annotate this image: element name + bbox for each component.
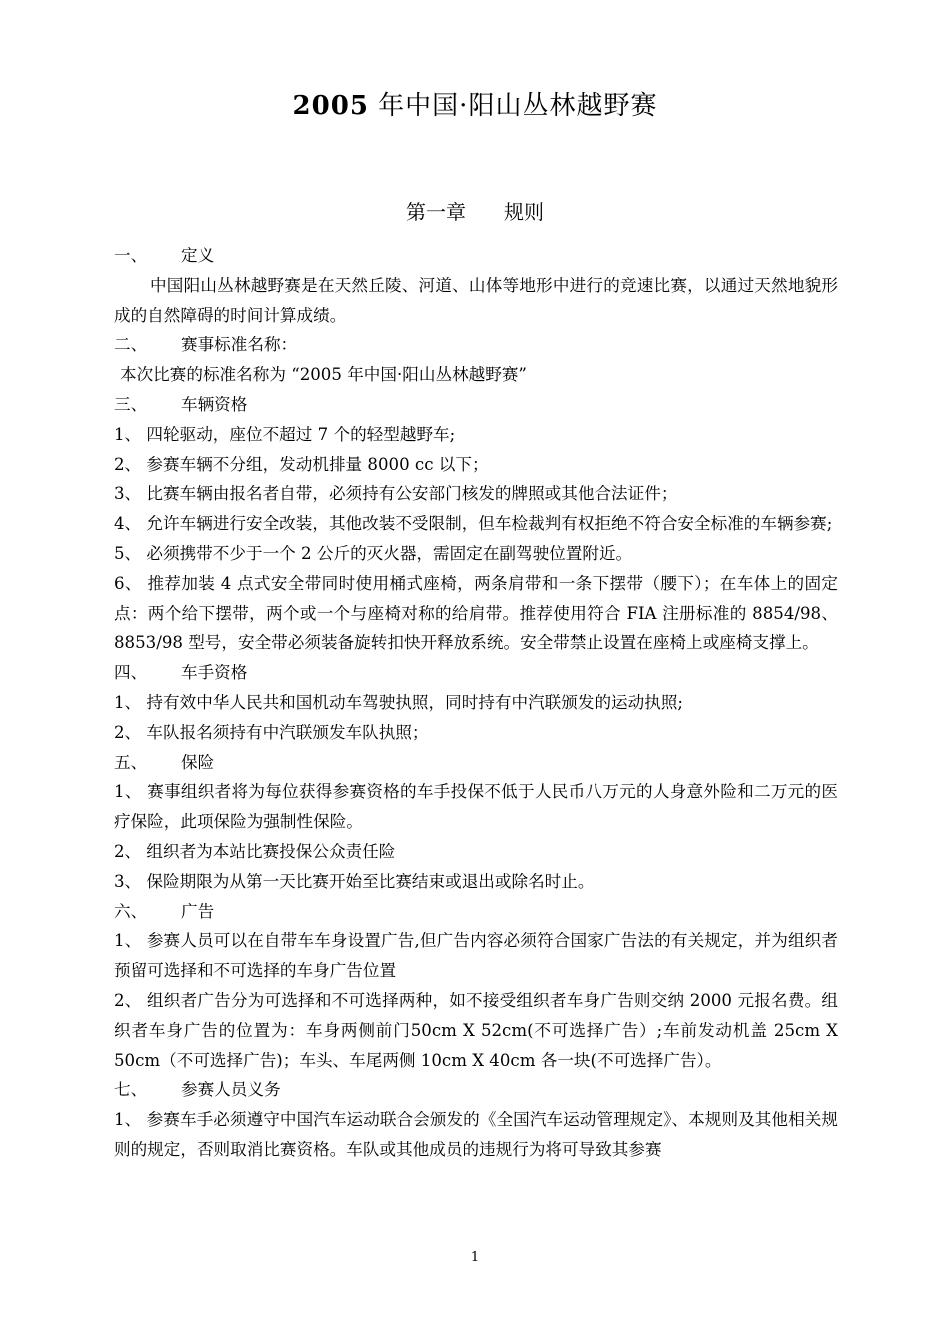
section-heading-6: 六、 广告 [114, 901, 215, 921]
section-heading-2: 二、 赛事标准名称： [114, 335, 298, 355]
list-item: 1、 参赛车手必须遵守中国汽车运动联合会颁发的《全国汽车运动管理规定》、本规则及其他相关规则的规定，否则取消比赛资格。车队或其他成员的违规行为将可导致其参赛 [114, 1110, 838, 1159]
title-text: 年中国·阳山丛林越野赛 [368, 91, 658, 121]
list-item: 2、 车队报名须持有中汽联颁发车队执照； [114, 722, 429, 742]
document-title [0, 88, 950, 124]
chapter-name: 规则 [504, 200, 544, 224]
list-item: 3、 比赛车辆由报名者自带，必须持有公安部门核发的牌照或其他合法证件； [114, 484, 678, 504]
section-heading-5: 五、 保险 [114, 752, 215, 772]
list-item: 1、 参赛人员可以在自带车车身设置广告,但广告内容必须符合国家广告法的有关规定，并为组织者预留可选择和不可选择的车身广告位置 [114, 931, 838, 981]
document-body [114, 241, 838, 1165]
section-heading-7: 七、 参赛人员义务 [114, 1080, 281, 1100]
list-item: 3、 保险期限为从第一天比赛开始至比赛结束或退出或除名时止。 [114, 871, 595, 891]
section-paragraph-2: 本次比赛的标准名称为 “2005 年中国·阳山丛林越野赛” [120, 365, 527, 385]
list-item: 2、 组织者广告分为可选择和不可选择两种，如不接受组织者车身广告则交纳 2000 元报名费。组织者车身广告的位置为：车身两侧前门50cm X 52cm(不可选择广告）;车前发动机盖 25cm X 50cm（不可选择广告)；车头、车尾两侧 10cm X 40cm 各一块(不可选择广告）。 [114, 990, 838, 1070]
page-number: 1 [470, 1250, 480, 1265]
list-item: 4、 允许车辆进行安全改装，其他改装不受限制，但车检裁判有权拒绝不符合安全标准的车辆参赛; [114, 514, 833, 534]
list-item: 1、 赛事组织者将为每位获得参赛资格的车手投保不低于人民币八万元的人身意外险和二万元的医疗保险，此项保险为强制性保险。 [114, 782, 838, 832]
section-heading-1: 一、 定义 [114, 246, 215, 265]
chapter-label: 第一章 [406, 200, 466, 224]
title-year: 2005 [292, 91, 369, 121]
section-heading-4: 四、 车手资格 [114, 663, 248, 683]
list-item: 5、 必须携带不少于一个 2 公斤的灭火器，需固定在副驾驶位置附近。 [114, 543, 633, 563]
section-paragraph-1: 中国阳山丛林越野赛是在天然丘陵、河道、山体等地形中进行的竞速比赛，以通过天然地貌形成的自然障碍的时间计算成绩。 [114, 275, 838, 325]
list-item: 2、 组织者为本站比赛投保公众责任险 [114, 841, 396, 861]
list-item: 1、 持有效中华人民共和国机动车驾驶执照，同时持有中汽联颁发的运动执照; [114, 692, 684, 712]
list-item: 1、 四轮驱动，座位不超过 7 个的轻型越野车; [114, 424, 456, 444]
chapter-heading [0, 196, 950, 228]
list-item: 2、 参赛车辆不分组，发动机排量 8000 cc 以下； [114, 454, 489, 474]
section-heading-3: 三、 车辆资格 [114, 394, 248, 414]
list-item: 6、 推荐加装 4 点式安全带同时使用桶式座椅，两条肩带和一条下摆带（腰下）；在车体上的固定点：两个给下摆带，两个或一个与座椅对称的给肩带。推荐使用符合 FIA 注册标准的 8854/98、8853/98 型号，安全带必须装备旋转扣快开释放系统。安全带禁止设置在座椅上或座椅支撑上。 [114, 573, 838, 653]
